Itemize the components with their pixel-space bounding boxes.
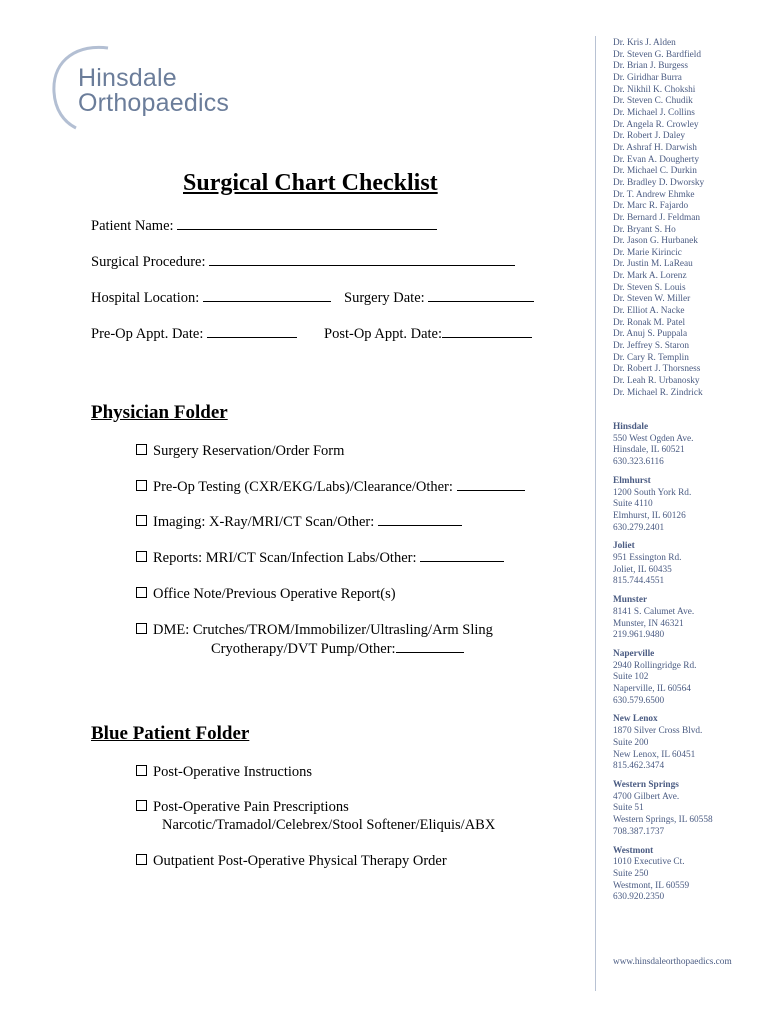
surgical-procedure-label: Surgical Procedure:: [91, 254, 206, 270]
surgical-procedure-field: [91, 253, 515, 271]
doctor-name: Dr. Ashraf H. Darwish: [613, 142, 697, 153]
location-detail: Western Springs, IL 60558: [613, 815, 713, 826]
surgical-procedure-line[interactable]: [209, 253, 515, 266]
location-name: Western Springs: [613, 779, 679, 790]
location-detail: 630.279.2401: [613, 522, 665, 533]
location-detail: 1010 Executive Ct.: [613, 857, 685, 868]
location-detail: 1870 Silver Cross Blvd.: [613, 726, 703, 737]
location-name: New Lenox: [613, 714, 658, 725]
blank-line[interactable]: [396, 640, 464, 653]
location-detail: 2940 Rollingridge Rd.: [613, 660, 697, 671]
hospital-location-line[interactable]: [203, 289, 331, 302]
location-detail: Suite 250: [613, 868, 649, 879]
location-detail: 219.961.9480: [613, 630, 665, 641]
checkbox-icon[interactable]: [136, 587, 147, 598]
doctor-name: Dr. Nikhil K. Chokshi: [613, 84, 696, 95]
location-detail: 4700 Gilbert Ave.: [613, 791, 680, 802]
checklist-item[interactable]: Pre-Op Testing (CXR/EKG/Labs)/Clearance/Other:: [136, 478, 525, 497]
doctor-name: Dr. Marie Kirincic: [613, 247, 682, 258]
doctor-name: Dr. Bernard J. Feldman: [613, 212, 701, 223]
location-detail: New Lenox, IL 60451: [613, 749, 696, 760]
doctor-name: Dr. Brian J. Burgess: [613, 61, 688, 72]
location-block: [613, 422, 713, 469]
location-name: Hinsdale: [613, 422, 649, 432]
location-block: [613, 476, 713, 535]
hospital-location-label: Hospital Location:: [91, 290, 200, 306]
blue-folder-heading: Blue Patient Folder: [91, 723, 250, 744]
location-detail: Joliet, IL 60435: [613, 564, 672, 575]
checkbox-icon[interactable]: [136, 765, 147, 776]
checkbox-icon[interactable]: [136, 444, 147, 455]
patient-name-field: [91, 217, 437, 235]
blank-line[interactable]: [420, 549, 504, 562]
doctor-name: Dr. Robert J. Thorsness: [613, 364, 701, 375]
sidebar-divider: [595, 36, 596, 991]
preop-date-label: Pre-Op Appt. Date:: [91, 326, 204, 342]
physician-folder-heading: Physician Folder: [91, 402, 228, 423]
location-name: Naperville: [613, 648, 655, 659]
checklist-item[interactable]: Reports: MRI/CT Scan/Infection Labs/Other:: [136, 549, 504, 568]
doctor-name: Dr. Ronak M. Patel: [613, 317, 686, 328]
location-detail: 951 Essington Rd.: [613, 553, 682, 564]
doctor-name: Dr. Kris J. Alden: [613, 38, 676, 48]
checkbox-icon[interactable]: [136, 623, 147, 634]
doctor-name: Dr. Jeffrey S. Staron: [613, 341, 689, 352]
doctor-name: Dr. Angela R. Crowley: [613, 119, 699, 130]
location-detail: 1200 South York Rd.: [613, 487, 692, 498]
checkbox-icon[interactable]: [136, 800, 147, 811]
doctor-name: Dr. Cary R. Templin: [613, 352, 689, 363]
location-detail: 815.744.4551: [613, 576, 665, 587]
location-name: Elmhurst: [613, 475, 651, 486]
blank-line[interactable]: [457, 478, 525, 491]
checklist-item[interactable]: Post-Operative Pain Prescriptions: [136, 798, 349, 817]
doctor-name: Dr. Steven S. Louis: [613, 282, 686, 293]
patient-name-label: Patient Name:: [91, 218, 174, 234]
doctor-name: Dr. Elliot A. Nacke: [613, 306, 685, 317]
location-block: [613, 595, 713, 642]
location-detail: Suite 102: [613, 672, 649, 683]
location-detail: Elmhurst, IL 60126: [613, 510, 686, 521]
location-block: [613, 541, 713, 588]
dme-line2: Cryotherapy/DVT Pump/Other:: [211, 640, 464, 658]
surgery-date-line[interactable]: [428, 289, 534, 302]
brand-line1: Hinsdale: [78, 64, 177, 92]
doctor-name: Dr. Jason G. Hurbanek: [613, 236, 698, 247]
brand-line2: Orthopaedics: [78, 89, 230, 117]
doctor-name: Dr. Michael C. Durkin: [613, 166, 697, 177]
location-list: [613, 422, 713, 911]
location-detail: Munster, IN 46321: [613, 618, 684, 629]
location-detail: Suite 200: [613, 737, 649, 748]
location-detail: 708.387.1737: [613, 826, 665, 837]
doctor-name: Dr. Mark A. Lorenz: [613, 271, 687, 282]
checklist-item[interactable]: Surgery Reservation/Order Form: [136, 442, 344, 461]
location-block: [613, 780, 713, 839]
doctor-name: Dr. Marc R. Fajardo: [613, 201, 689, 212]
doctor-name: Dr. T. Andrew Ehmke: [613, 189, 695, 200]
doctor-name: Dr. Bryant S. Ho: [613, 224, 676, 235]
checklist-item[interactable]: Outpatient Post-Operative Physical Therapy Order: [136, 852, 447, 871]
location-block: [613, 846, 713, 905]
location-name: Joliet: [613, 541, 635, 552]
location-detail: Westmont, IL 60559: [613, 880, 690, 891]
checklist-item[interactable]: Office Note/Previous Operative Report(s): [136, 585, 396, 604]
doctor-name: Dr. Leah R. Urbanosky: [613, 376, 700, 387]
doctor-name: Dr. Justin M. LaReau: [613, 259, 693, 270]
location-detail: 815.462.3474: [613, 761, 665, 772]
location-detail: 550 West Ogden Ave.: [613, 433, 694, 444]
doctor-name: Dr. Steven G. Bardfield: [613, 49, 702, 60]
location-detail: 630.920.2350: [613, 892, 665, 903]
blank-line[interactable]: [378, 513, 462, 526]
doctor-name: Dr. Michael R. Zindrick: [613, 387, 703, 398]
preop-date-line[interactable]: [207, 325, 297, 338]
location-block: [613, 649, 713, 708]
logo: [50, 44, 250, 134]
doctor-name: Dr. Robert J. Daley: [613, 131, 686, 142]
checklist-item[interactable]: DME: Crutches/TROM/Immobilizer/Ultrasling/Arm Sling: [136, 621, 493, 640]
doctor-name: Dr. Steven W. Miller: [613, 294, 691, 305]
postop-date-line[interactable]: [442, 325, 532, 338]
location-detail: 630.579.6500: [613, 695, 665, 706]
doctor-name: Dr. Steven C. Chudik: [613, 96, 693, 107]
hospital-location-field: [91, 289, 331, 307]
location-block: [613, 714, 713, 773]
page-title: Surgical Chart Checklist: [183, 170, 438, 196]
checkbox-icon[interactable]: [136, 854, 147, 865]
checkbox-icon[interactable]: [136, 551, 147, 562]
doctor-list: [613, 38, 704, 399]
checkbox-icon[interactable]: [136, 480, 147, 491]
postop-date-field: [324, 325, 532, 343]
doctor-name: Dr. Giridhar Burra: [613, 72, 682, 83]
location-detail: 8141 S. Calumet Ave.: [613, 606, 695, 617]
doctor-name: Dr. Evan A. Dougherty: [613, 154, 699, 165]
location-detail: Hinsdale, IL 60521: [613, 445, 685, 456]
preop-date-field: [91, 325, 297, 343]
doctor-name: Dr. Michael J. Collins: [613, 107, 695, 118]
location-detail: Suite 51: [613, 803, 644, 814]
patient-name-line[interactable]: [177, 217, 437, 230]
doctor-name: Dr. Anuj S. Puppala: [613, 329, 688, 340]
checkbox-icon[interactable]: [136, 515, 147, 526]
checklist-item[interactable]: Imaging: X-Ray/MRI/CT Scan/Other:: [136, 513, 462, 532]
location-detail: Suite 4110: [613, 499, 653, 510]
location-name: Westmont: [613, 845, 654, 856]
checklist-item[interactable]: Post-Operative Instructions: [136, 763, 312, 782]
surgery-date-label: Surgery Date:: [344, 290, 425, 306]
pain-line2: Narcotic/Tramadol/Celebrex/Stool Softener/Eliquis/ABX: [162, 817, 496, 833]
location-detail: Naperville, IL 60564: [613, 684, 691, 695]
postop-date-label: Post-Op Appt. Date:: [324, 326, 443, 342]
website-link[interactable]: www.hinsdaleorthopaedics.com: [613, 957, 732, 967]
doctor-name: Dr. Bradley D. Dworsky: [613, 177, 705, 188]
location-detail: 630.323.6116: [613, 457, 664, 468]
location-name: Munster: [613, 595, 648, 606]
surgery-date-field: [344, 289, 534, 307]
